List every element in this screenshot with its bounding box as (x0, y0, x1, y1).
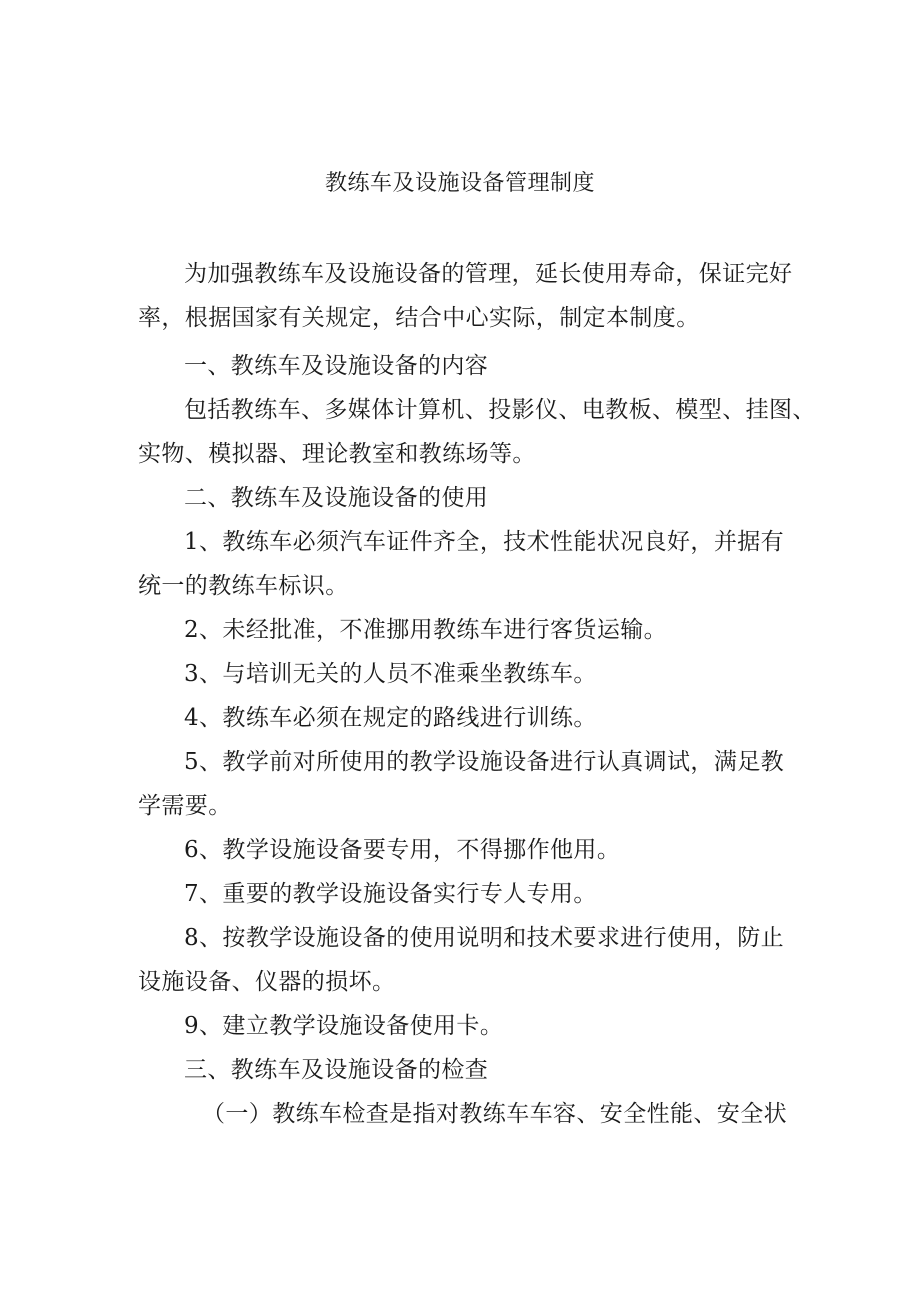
list-item: 7、重要的教学设施设备实行专人专用。 (184, 881, 597, 907)
list-item-continuation: 设施设备、仪器的损坏。 (138, 969, 396, 995)
section-heading: 一、教练车及设施设备的内容 (184, 353, 489, 379)
section-heading: 二、教练车及设施设备的使用 (184, 485, 489, 511)
body-line: 包括教练车、多媒体计算机、投影仪、电教板、模型、挂图、 (184, 397, 816, 423)
list-item: 4、教练车必须在规定的路线进行训练。 (184, 705, 597, 731)
list-item: 3、与培训无关的人员不准乘坐教练车。 (184, 661, 597, 687)
body-line: 为加强教练车及设施设备的管理，延长使用寿命，保证完好 (184, 261, 793, 287)
list-item-continuation: 统一的教练车标识。 (138, 573, 349, 599)
list-item: 2、未经批准，不准挪用教练车进行客货运输。 (184, 617, 668, 643)
list-item: 5、教学前对所使用的教学设施设备进行认真调试，满足教 (184, 749, 785, 775)
list-item: 6、教学设施设备要专用，不得挪作他用。 (184, 837, 621, 863)
list-item-continuation: 学需要。 (138, 793, 232, 819)
document-title: 教练车及设施设备管理制度 (324, 171, 595, 196)
body-line: 率，根据国家有关规定，结合中心实际，制定本制度。 (138, 305, 700, 331)
list-item: 1、教练车必须汽车证件齐全，技术性能状况良好，并据有 (184, 529, 785, 555)
list-item: 8、按教学设施设备的使用说明和技术要求进行使用，防止 (184, 925, 785, 951)
document-body (138, 252, 816, 1136)
section-heading: 三、教练车及设施设备的检查 (184, 1057, 489, 1083)
subsection-item: （一）教练车检查是指对教练车车容、安全性能、安全状 (202, 1101, 787, 1127)
list-item: 9、建立教学设施设备使用卡。 (184, 1013, 504, 1039)
body-line: 实物、模拟器、理论教室和教练场等。 (138, 441, 536, 467)
